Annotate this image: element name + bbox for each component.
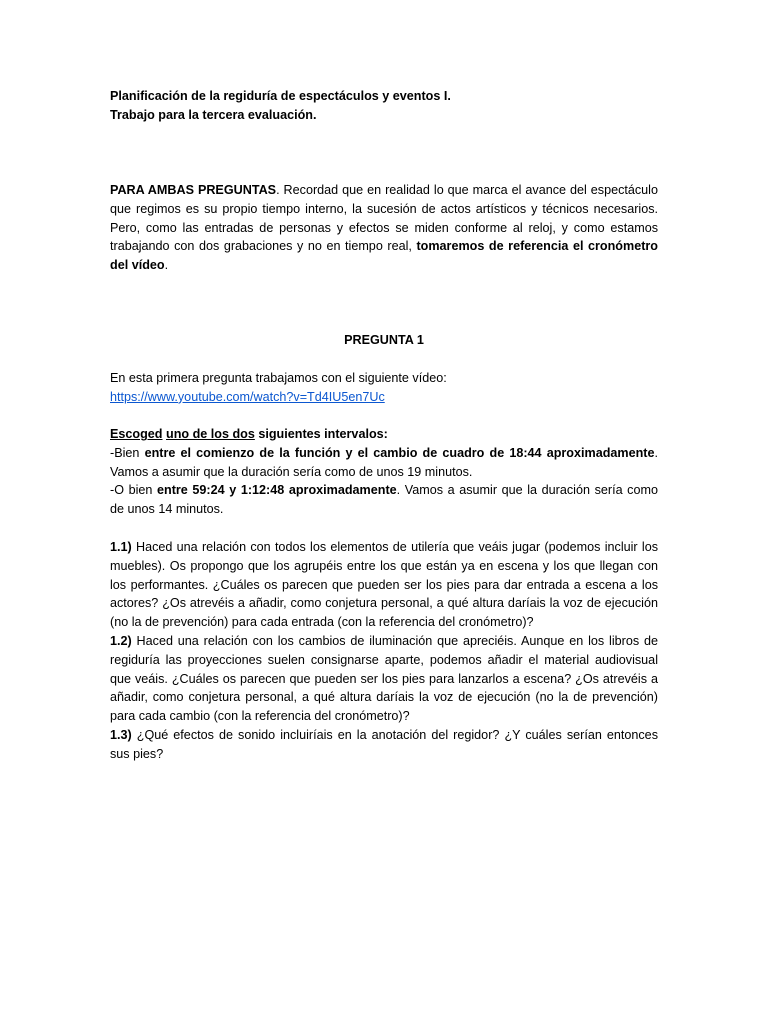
item-1-1-number: 1.1) — [110, 540, 132, 554]
choose-part-3: siguientes intervalos: — [258, 427, 388, 441]
item-1-2-number: 1.2) — [110, 633, 132, 648]
intro-text: . Recordad que en realidad lo que marca el avance del espectáculo que regimos es su propio tiempo interno, la sucesión de actos artísticos y técnicos necesarios. Pero, como las entradas de personas y efectos se miden conforme al reloj, y como estamos trabajando con dos grabaciones y no en tiempo real, — [110, 183, 658, 254]
item-1-1 — [110, 538, 658, 632]
option-1-prefix: -Bien — [110, 445, 145, 460]
option-1 — [110, 444, 658, 482]
video-link[interactable]: https://www.youtube.com/watch?v=Td4IU5en7Uc — [110, 389, 385, 404]
question-intro-text: En esta primera pregunta trabajamos con el siguiente vídeo: — [110, 371, 447, 385]
intro-end: . — [164, 258, 169, 273]
heading-line-2: Trabajo para la tercera evaluación. — [110, 107, 317, 122]
option-2-bold: entre 59:24 y 1:12:48 aproximadamente — [157, 483, 397, 498]
interval-options — [110, 425, 658, 519]
option-2 — [110, 481, 658, 519]
option-2-prefix: -O bien — [110, 483, 158, 498]
option-1-suffix: . Vamos a asumir que la duración sería como de unos 19 minutos. — [110, 445, 658, 479]
item-1-3-text: ¿Qué efectos de sonido incluiríais en la anotación del regidor? ¿Y cuáles serían entonces sus pies? — [110, 727, 658, 761]
option-2-suffix: . Vamos a asumir que la duración sería como de unos 14 minutos. — [110, 483, 658, 517]
heading-line-1: Planificación de la regiduría de espectáculos y eventos I. — [110, 89, 451, 103]
item-1-3-number: 1.3) — [110, 727, 132, 742]
item-1-2 — [110, 632, 658, 726]
item-1-2-text: Haced una relación con los cambios de iluminación que apreciéis. Aunque en los libros de regiduría las proyecciones suelen consignarse aparte, podemos añadir el material audiovisual que veáis. ¿Cuáles os parecen que pueden ser los pies para lanzarlos a escena? ¿Os atrevéis a añadir, como conjetura personal, a qué altura daríais la voz de ejecución (no la de prevención) para cada cambio (con la referencia del cronómetro)? — [110, 633, 658, 724]
question-title: PREGUNTA 1 — [344, 333, 424, 347]
question-intro — [110, 369, 658, 407]
item-1-1-text: Haced una relación con todos los elementos de utilería que veáis jugar (podemos incluir los muebles). Os propongo que los agrupéis entre los que están ya en escena y los que llegan con los performantes. ¿Cuáles os parecen que pueden ser los pies para dar entrada a escena a los actores? ¿Os atrevéis a añadir, como conjetura personal, a qué altura daríais la voz de ejecución (no la de prevención) para cada entrada (con la referencia del cronómetro)? — [110, 540, 658, 630]
choose-part-2: uno de los dos — [166, 427, 255, 441]
option-1-bold: entre el comienzo de la función y el cambio de cuadro de 18:44 aproximadamente — [144, 445, 655, 460]
intro-lead: PARA AMBAS PREGUNTAS — [110, 183, 277, 197]
intro-bold: tomaremos de referencia el cronómetro del vídeo — [110, 239, 658, 273]
document-heading — [110, 87, 658, 125]
intro-paragraph — [110, 181, 658, 275]
question-items — [110, 538, 658, 764]
item-1-3 — [110, 726, 658, 764]
choose-part-1: Escoged — [110, 427, 163, 441]
choose-line — [110, 425, 658, 444]
